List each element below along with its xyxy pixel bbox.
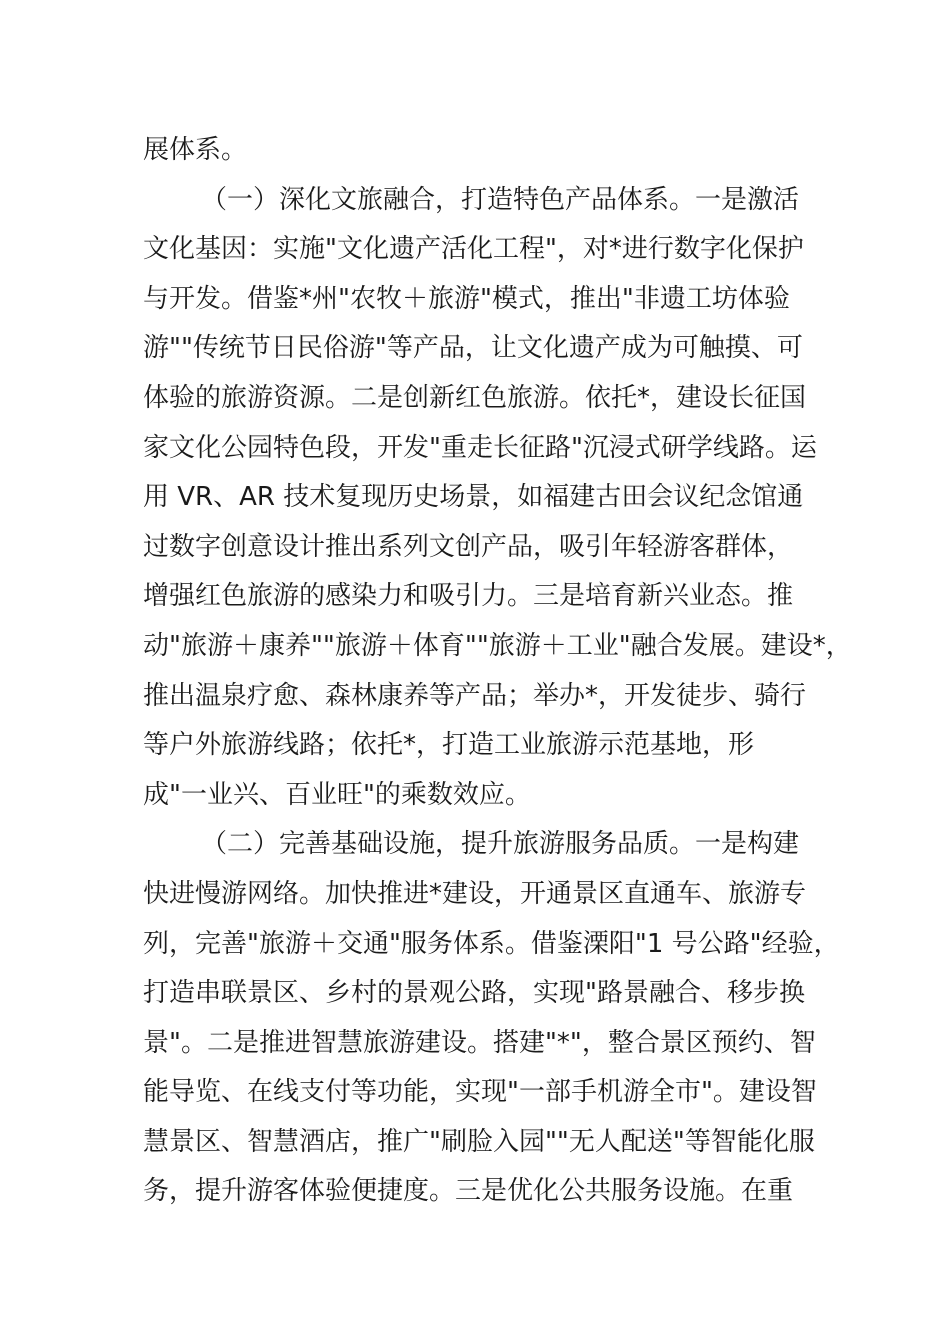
text-line: 用 VR、AR 技术复现历史场景，如福建古田会议纪念馆通 (143, 482, 804, 513)
text-line: 打造串联景区、乡村的景观公路，实现"路景融合、移步换 (143, 978, 805, 1009)
text-line: 增强红色旅游的感染力和吸引力。三是培育新兴业态。推 (143, 581, 794, 612)
text-line: 务，提升游客体验便捷度。三是优化公共服务设施。在重 (143, 1176, 794, 1207)
text-line: 动"旅游＋康养""旅游＋体育""旅游＋工业"融合发展。建设*， (143, 630, 852, 661)
text-line: 列，完善"旅游＋交通"服务体系。借鉴溧阳"1 号公路"经验， (143, 928, 840, 959)
paragraph-start-line: （二）完善基础设施，提升旅游服务品质。一是构建 (201, 829, 800, 860)
text-line: 慧景区、智慧酒店，推广"刷脸入园""无人配送"等智能化服 (143, 1126, 815, 1157)
text-line: 展体系。 (143, 135, 248, 165)
text-line: 过数字创意设计推出系列文创产品，吸引年轻游客群体， (143, 531, 794, 562)
text-line: 快进慢游网络。加快推进*建设，开通景区直通车、旅游专 (143, 878, 807, 909)
paragraph-start-line: （一）深化文旅融合，打造特色产品体系。一是激活 (201, 184, 800, 215)
text-line: 能导览、在线支付等功能，实现"一部手机游全市"。建设智 (143, 1077, 817, 1108)
text-line: 家文化公园特色段，开发"重走长征路"沉浸式研学线路。运 (143, 432, 817, 463)
text-line: 游""传统节日民俗游"等产品，让文化遗产成为可触摸、可 (143, 333, 803, 364)
text-line: 文化基因：实施"文化遗产活化工程"，对*进行数字化保护 (143, 234, 804, 265)
text-line: 体验的旅游资源。二是创新红色旅游。依托*，建设长征国 (143, 382, 807, 413)
text-line: 景"。二是推进智慧旅游建设。搭建"*"，整合景区预约、智 (143, 1027, 816, 1058)
text-line: 与开发。借鉴*州"农牧＋旅游"模式，推出"非遗工坊体验 (143, 283, 790, 314)
text-line: 成"一业兴、百业旺"的乘数效应。 (143, 779, 531, 810)
text-line: 等户外旅游线路；依托*，打造工业旅游示范基地，形 (143, 730, 755, 761)
body-text (143, 126, 852, 1217)
text-line: 推出温泉疗愈、森林康养等产品；举办*，开发徒步、骑行 (143, 680, 807, 711)
